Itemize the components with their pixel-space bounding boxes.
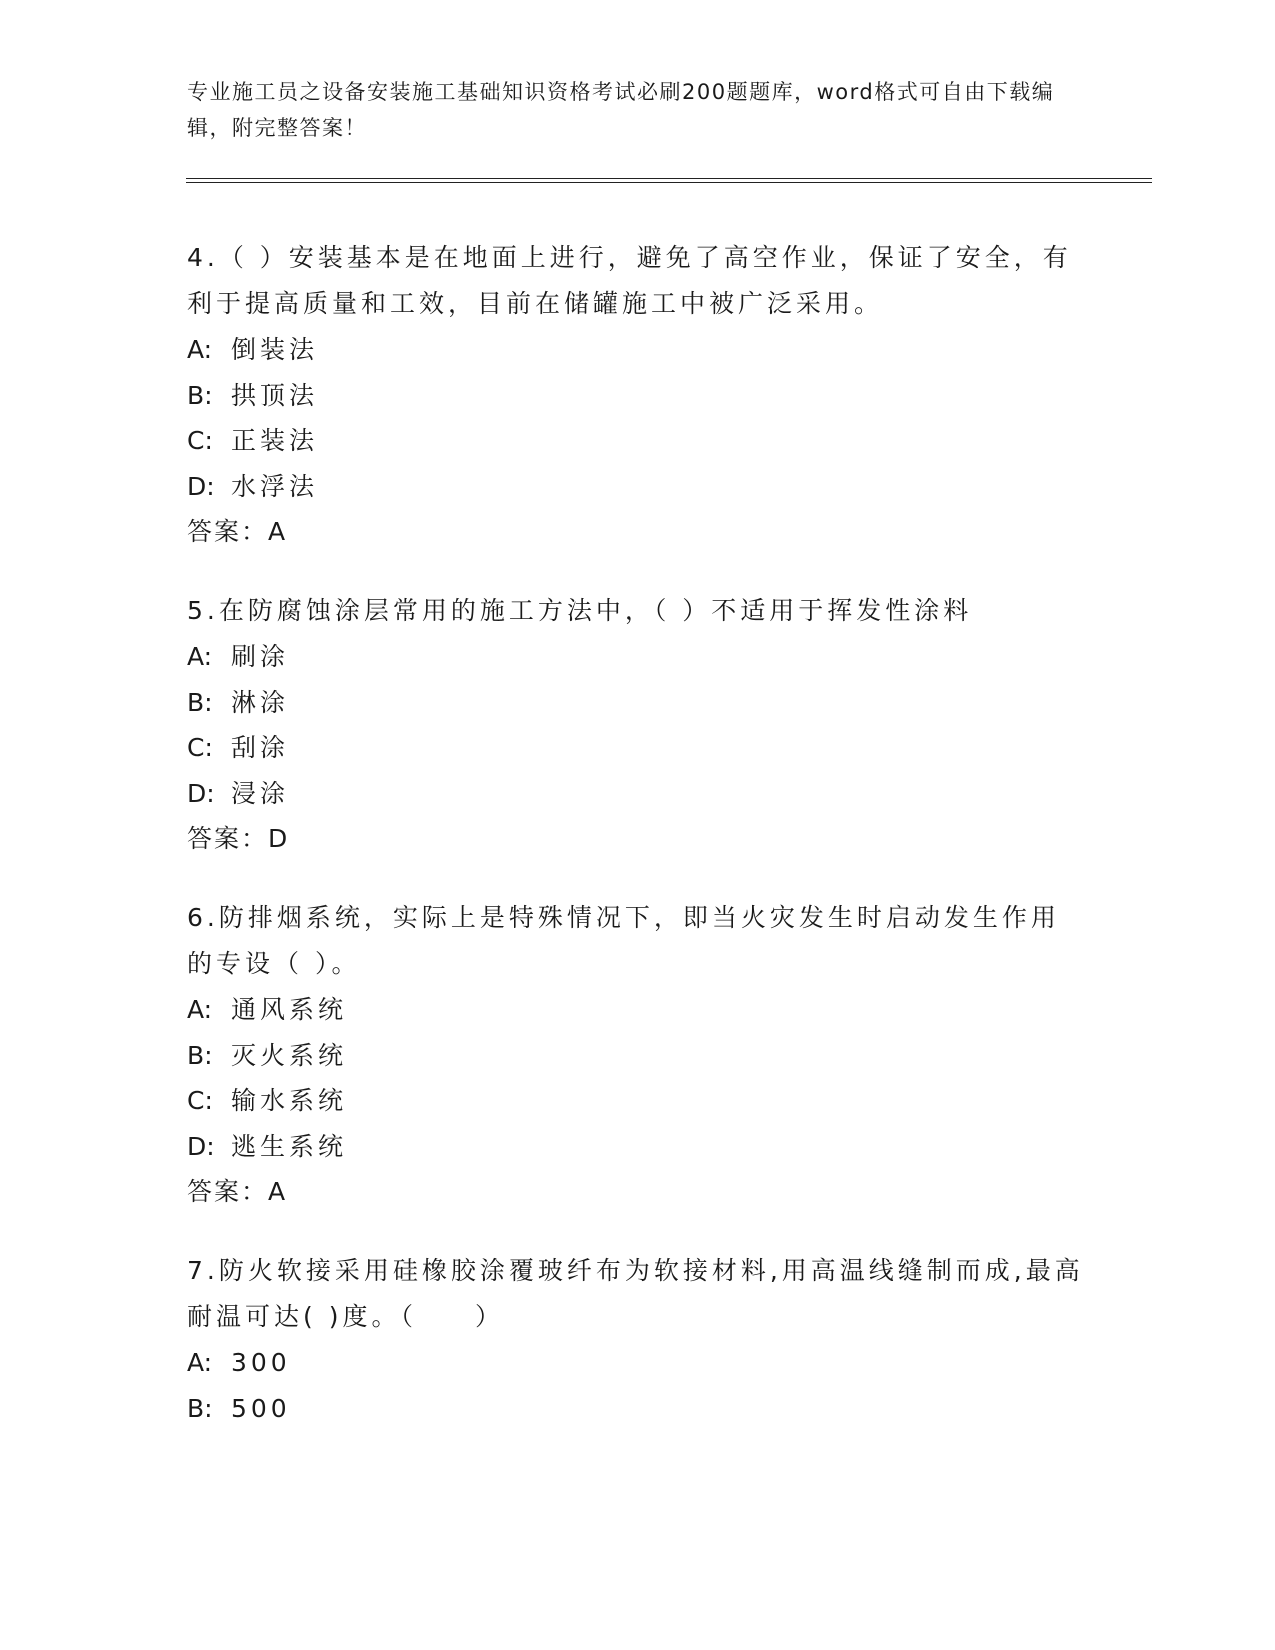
question-list [187, 235, 1087, 1464]
option-key: D: [187, 1131, 215, 1161]
option-text: 倒装法 [231, 335, 319, 364]
option-text: 刷涂 [231, 642, 290, 671]
option-key: C: [187, 733, 213, 762]
answer-line: 答案：A [187, 1177, 288, 1206]
option-key: A: [187, 642, 213, 671]
option-c [187, 418, 1087, 464]
question-4 [187, 235, 1087, 555]
option-text: 逃生系统 [231, 1131, 348, 1161]
option-key: C: [187, 1086, 213, 1115]
option-text: 浸涂 [231, 778, 290, 808]
option-text: 淋涂 [231, 687, 290, 717]
option-text: 拱顶法 [231, 380, 319, 410]
option-text: 500 [231, 1393, 291, 1423]
question-7 [187, 1248, 1087, 1431]
question-text: 5.在防腐蚀涂层常用的施工方法中，（ ）不适用于挥发性涂料 [187, 596, 973, 625]
option-b [187, 680, 1087, 726]
option-text: 正装法 [231, 426, 319, 455]
question-5 [187, 588, 1087, 862]
option-key: A: [187, 1348, 213, 1377]
page-header [187, 74, 1067, 146]
question-text: 6.防排烟系统，实际上是特殊情况下，即当火灾发生时启动发生作用的专设（ ）。 [187, 903, 1060, 978]
header-divider [186, 178, 1152, 183]
option-text: 水浮法 [231, 471, 319, 501]
option-key: B: [187, 380, 213, 410]
option-d [187, 1124, 1087, 1170]
option-key: A: [187, 995, 213, 1024]
document-title: 专业施工员之设备安装施工基础知识资格考试必刷200题题库，word格式可自由下载编辑，附完整答案！ [187, 80, 1055, 140]
option-a [187, 634, 1087, 680]
option-text: 灭火系统 [231, 1040, 348, 1070]
option-c [187, 725, 1087, 771]
option-key: A: [187, 335, 213, 364]
option-d [187, 771, 1087, 817]
option-text: 输水系统 [231, 1086, 348, 1115]
option-key: B: [187, 1040, 213, 1070]
option-text: 300 [231, 1348, 291, 1377]
option-b [187, 1033, 1087, 1079]
question-text: 7.防火软接采用硅橡胶涂覆玻纤布为软接材料,用高温线缝制而成,最高耐温可达( )度。（ ） [187, 1256, 1084, 1331]
question-text: 4.（ ）安装基本是在地面上进行，避免了高空作业，保证了安全，有利于提高质量和工效，目前在储罐施工中被广泛采用。 [187, 243, 1072, 318]
option-c [187, 1078, 1087, 1124]
option-key: C: [187, 426, 213, 455]
option-text: 通风系统 [231, 995, 348, 1024]
option-text: 刮涂 [231, 733, 290, 762]
answer-line: 答案：D [187, 824, 290, 853]
option-a [187, 327, 1087, 373]
option-a [187, 987, 1087, 1033]
option-key: D: [187, 471, 215, 501]
answer-line: 答案：A [187, 517, 288, 546]
option-d [187, 464, 1087, 510]
option-b [187, 373, 1087, 419]
option-a [187, 1340, 1087, 1386]
option-key: B: [187, 687, 213, 717]
option-key: D: [187, 778, 215, 808]
option-key: B: [187, 1393, 213, 1423]
option-b [187, 1386, 1087, 1432]
question-6 [187, 895, 1087, 1215]
